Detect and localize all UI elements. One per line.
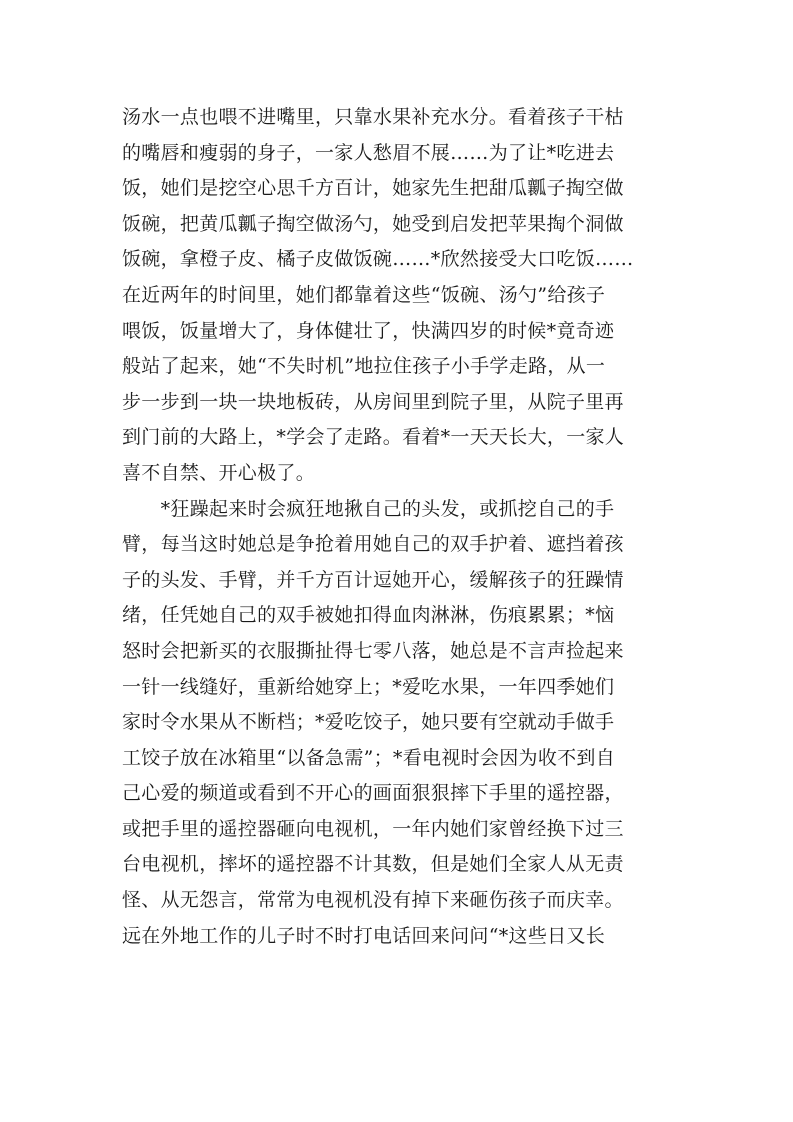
text-line: 怪、从无怨言，常常为电视机没有掉下来砸伤孩子而庆幸。 bbox=[122, 889, 624, 912]
text-line: 喜不自禁、开心极了。 bbox=[122, 461, 316, 484]
text-line: 饭，她们是挖空心思千方百计，她家先生把甜瓜瓤子掏空做 bbox=[122, 177, 624, 200]
text-line: 饭碗，拿橙子皮、橘子皮做饭碗……*欣然接受大口吃饭…… bbox=[122, 248, 634, 271]
text-line: 的嘴唇和瘦弱的身子，一家人愁眉不展……为了让*吃进去 bbox=[122, 141, 615, 164]
text-line: 台电视机，摔坏的遥控器不计其数，但是她们全家人从无责 bbox=[122, 853, 624, 876]
text-line: 般站了起来，她“不失时机”地拉住孩子小手学走路，从一 bbox=[122, 355, 606, 378]
paragraph-start-line: *狂躁起来时会疯狂地揪自己的头发，或抓挖自己的手 bbox=[122, 497, 615, 520]
text-line: 喂饭，饭量增大了，身体健壮了，快满四岁的时候*竟奇迹 bbox=[122, 319, 615, 342]
text-line: 步一步到一块一块地板砖，从房间里到院子里，从院子里再 bbox=[122, 390, 624, 413]
text-line: 饭碗，把黄瓜瓤子掏空做汤勺，她受到启发把苹果掏个洞做 bbox=[122, 212, 624, 235]
text-line: 在近两年的时间里，她们都靠着这些“饭碗、汤勺”给孩子 bbox=[122, 283, 606, 306]
text-line: 到门前的大路上，*学会了走路。看着*一天天长大，一家人 bbox=[122, 426, 625, 449]
text-line: 家时令水果从不断档；*爱吃饺子，她只要有空就动手做手 bbox=[122, 711, 615, 734]
text-line: 臂，每当这时她总是争抢着用她自己的双手护着、遮挡着孩 bbox=[122, 533, 624, 556]
text-line: 或把手里的遥控器砸向电视机，一年内她们家曾经换下过三 bbox=[122, 817, 624, 840]
text-line: 子的头发、手臂，并千方百计逗她开心，缓解孩子的狂躁情 bbox=[122, 568, 624, 591]
text-line: 己心爱的频道或看到不开心的画面狠狠摔下手里的遥控器， bbox=[122, 782, 624, 805]
text-line: 绪，任凭她自己的双手被她扣得血肉淋淋，伤痕累累；*恼 bbox=[122, 604, 615, 627]
text-line: 怒时会把新买的衣服撕扯得七零八落，她总是不言声捡起来 bbox=[122, 639, 624, 662]
text-line: 远在外地工作的儿子时不时打电话回来问问“*这些日又长 bbox=[122, 924, 606, 947]
text-line: 工饺子放在冰箱里“以备急需”；*看电视时会因为收不到自 bbox=[122, 746, 616, 769]
body-text bbox=[122, 100, 682, 954]
text-line: 一针一线缝好，重新给她穿上；*爱吃水果，一年四季她们 bbox=[122, 675, 615, 698]
text-line: 汤水一点也喂不进嘴里，只靠水果补充水分。看着孩子干枯 bbox=[122, 106, 624, 128]
